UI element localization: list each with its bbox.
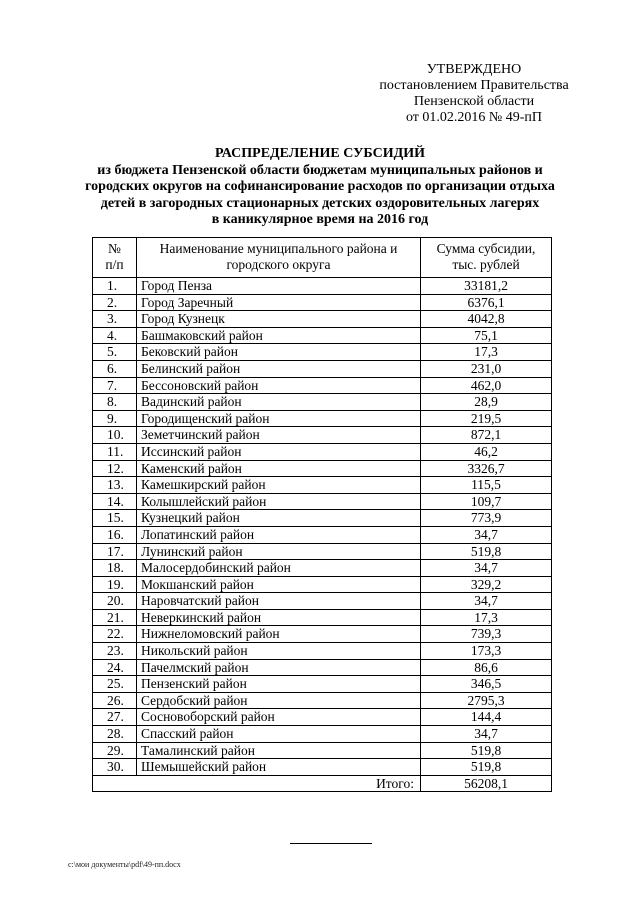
row-number: 18. (93, 560, 137, 577)
row-number: 16. (93, 526, 137, 543)
header-name (137, 238, 421, 278)
table-row (93, 360, 552, 377)
table-row (93, 626, 552, 643)
row-number: 17. (93, 543, 137, 560)
row-sum: 519,8 (421, 543, 552, 560)
row-sum: 115,5 (421, 477, 552, 494)
row-name: Сосновоборский район (137, 709, 421, 726)
row-sum: 46,2 (421, 443, 552, 460)
table-row (93, 560, 552, 577)
row-name: Камешкирский район (137, 477, 421, 494)
row-sum: 329,2 (421, 576, 552, 593)
row-name: Башмаковский район (137, 327, 421, 344)
row-number: 20. (93, 593, 137, 610)
row-number: 5. (93, 344, 137, 361)
table-header-row (93, 238, 552, 278)
table-row (93, 609, 552, 626)
row-number: 28. (93, 726, 137, 743)
table-row (93, 659, 552, 676)
approval-line-4: от 01.02.2016 № 49-пП (405, 110, 543, 125)
table-row (93, 377, 552, 394)
row-sum: 519,8 (421, 742, 552, 759)
row-number: 25. (93, 676, 137, 693)
row-sum: 462,0 (421, 377, 552, 394)
table-row (93, 576, 552, 593)
total-row (93, 775, 552, 792)
table-row (93, 443, 552, 460)
total-label: Итого: (137, 775, 421, 792)
header-number-line-1: № (108, 241, 121, 256)
row-sum: 6376,1 (421, 294, 552, 311)
row-sum: 231,0 (421, 360, 552, 377)
row-sum: 3326,7 (421, 460, 552, 477)
row-name: Пензенский район (137, 676, 421, 693)
table-row (93, 294, 552, 311)
row-sum: 773,9 (421, 510, 552, 527)
row-sum: 34,7 (421, 726, 552, 743)
row-number: 24. (93, 659, 137, 676)
table-row (93, 593, 552, 610)
row-sum: 33181,2 (421, 278, 552, 295)
row-name: Лопатинский район (137, 526, 421, 543)
row-name: Сердобский район (137, 692, 421, 709)
row-name: Пачелмский район (137, 659, 421, 676)
table-row (93, 410, 552, 427)
approval-line-2: постановлением Правительства (379, 78, 569, 93)
row-number: 4. (93, 327, 137, 344)
row-name: Спасский район (137, 726, 421, 743)
row-sum: 872,1 (421, 427, 552, 444)
row-name: Город Пенза (137, 278, 421, 295)
row-name: Колышлейский район (137, 493, 421, 510)
row-number: 23. (93, 643, 137, 660)
row-name: Белинский район (137, 360, 421, 377)
row-number: 7. (93, 377, 137, 394)
row-name: Лунинский район (137, 543, 421, 560)
total-empty-cell (93, 775, 137, 792)
table-row (93, 394, 552, 411)
row-name: Неверкинский район (137, 609, 421, 626)
table-row (93, 311, 552, 328)
table-row (93, 543, 552, 560)
subsidy-table (92, 237, 552, 792)
title-line-1: РАСПРЕДЕЛЕНИЕ СУБСИДИЙ (214, 146, 425, 161)
row-sum: 739,3 (421, 626, 552, 643)
row-number: 14. (93, 493, 137, 510)
row-number: 1. (93, 278, 137, 295)
row-sum: 173,3 (421, 643, 552, 660)
row-sum: 219,5 (421, 410, 552, 427)
table-row (93, 742, 552, 759)
document-title (50, 146, 590, 229)
header-name-line-1: Наименование муниципального района и (159, 241, 398, 256)
title-line-3: городских округов на софинансирование расходов по организации отдыха (85, 179, 555, 194)
row-number: 13. (93, 477, 137, 494)
row-sum: 4042,8 (421, 311, 552, 328)
table-row (93, 726, 552, 743)
row-name: Бековский район (137, 344, 421, 361)
row-name: Город Заречный (137, 294, 421, 311)
row-name: Иссинский район (137, 443, 421, 460)
header-number (93, 238, 137, 278)
table-row (93, 510, 552, 527)
title-line-5: в каникулярное время на 2016 год (211, 212, 429, 227)
header-sum-line-1: Сумма субсидии, (436, 241, 536, 256)
table-body (93, 278, 552, 776)
row-sum: 2795,3 (421, 692, 552, 709)
row-sum: 34,7 (421, 560, 552, 577)
row-sum: 28,9 (421, 394, 552, 411)
header-number-line-2: п/п (105, 256, 124, 272)
row-name: Нижнеломовский район (137, 626, 421, 643)
table-row (93, 344, 552, 361)
file-path: c:\мои документы\pdf\49-пп.docx (68, 860, 181, 869)
row-name: Кузнецкий район (137, 510, 421, 527)
row-number: 3. (93, 311, 137, 328)
table-row (93, 709, 552, 726)
row-number: 26. (93, 692, 137, 709)
header-sum-line-2: тыс. рублей (452, 256, 520, 272)
approval-line-1: УТВЕРЖДЕНО (426, 62, 522, 77)
row-number: 27. (93, 709, 137, 726)
row-name: Вадинский район (137, 394, 421, 411)
row-sum: 519,8 (421, 759, 552, 776)
row-number: 29. (93, 742, 137, 759)
header-sum (421, 238, 552, 278)
row-name: Каменский район (137, 460, 421, 477)
row-number: 11. (93, 443, 137, 460)
row-name: Наровчатский район (137, 593, 421, 610)
row-number: 21. (93, 609, 137, 626)
row-number: 22. (93, 626, 137, 643)
row-name: Земетчинский район (137, 427, 421, 444)
row-name: Тамалинский район (137, 742, 421, 759)
row-name: Бессоновский район (137, 377, 421, 394)
row-number: 9. (93, 410, 137, 427)
row-sum: 17,3 (421, 609, 552, 626)
table-row (93, 477, 552, 494)
row-name: Город Кузнецк (137, 311, 421, 328)
signature-rule (290, 843, 372, 844)
row-number: 19. (93, 576, 137, 593)
row-sum: 34,7 (421, 593, 552, 610)
row-name: Городищенский район (137, 410, 421, 427)
table-row (93, 526, 552, 543)
row-number: 30. (93, 759, 137, 776)
row-sum: 34,7 (421, 526, 552, 543)
row-name: Малосердобинский район (137, 560, 421, 577)
table-row (93, 327, 552, 344)
row-sum: 144,4 (421, 709, 552, 726)
row-number: 12. (93, 460, 137, 477)
total-value: 56208,1 (421, 775, 552, 792)
row-number: 2. (93, 294, 137, 311)
row-number: 8. (93, 394, 137, 411)
table-row (93, 493, 552, 510)
table-row (93, 692, 552, 709)
row-sum: 346,5 (421, 676, 552, 693)
row-number: 15. (93, 510, 137, 527)
row-sum: 109,7 (421, 493, 552, 510)
table-row (93, 759, 552, 776)
approval-stamp (354, 62, 594, 126)
row-name: Мокшанский район (137, 576, 421, 593)
header-name-line-2: городского округа (226, 256, 331, 272)
table-row (93, 676, 552, 693)
table-row (93, 278, 552, 295)
table-row (93, 460, 552, 477)
row-name: Шемышейский район (137, 759, 421, 776)
row-sum: 17,3 (421, 344, 552, 361)
row-number: 10. (93, 427, 137, 444)
row-sum: 75,1 (421, 327, 552, 344)
table-row (93, 427, 552, 444)
approval-line-3: Пензенской области (413, 94, 535, 109)
title-line-2: из бюджета Пензенской области бюджетам муниципальных районов и (97, 162, 543, 178)
row-sum: 86,6 (421, 659, 552, 676)
row-name: Никольский район (137, 643, 421, 660)
table-row (93, 643, 552, 660)
title-line-4: детей в загородных стационарных детских оздоровительных лагерях (100, 195, 540, 211)
row-number: 6. (93, 360, 137, 377)
